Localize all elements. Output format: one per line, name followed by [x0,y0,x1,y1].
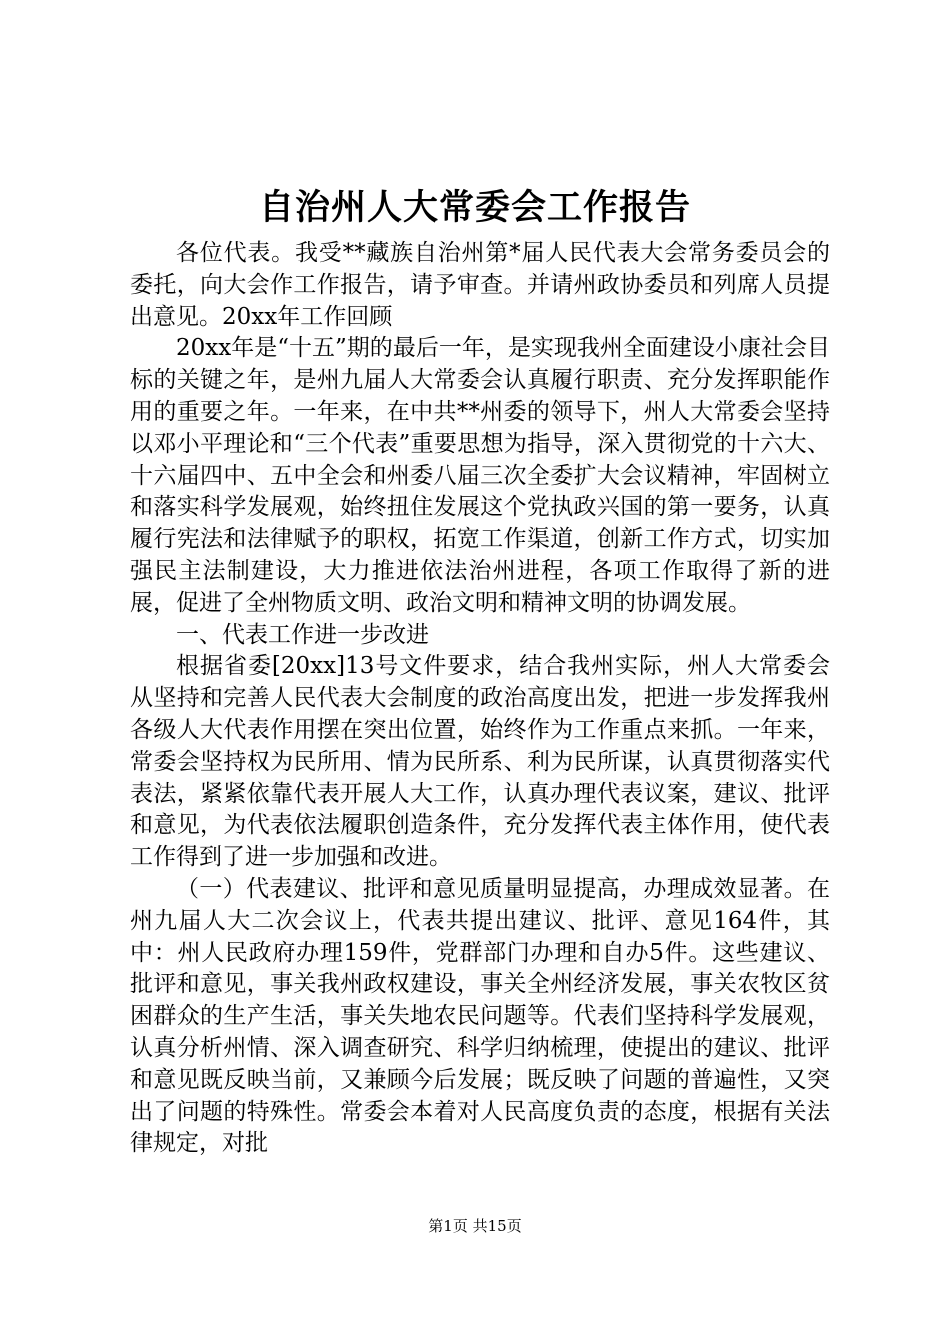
document-title: 自治州人大常委会工作报告 [258,187,691,228]
paragraph-suggestions: （一）代表建议、批评和意见质量明显提高，办理成效显著。在州九届人大二次会议上，代表共提出建议、批评、意见164件，其中：州人民政府办理159件，党群部门办理和自办5件。这些建议、批评和意见，事关我州政权建设，事关全州经济发展，事关农牧区贫困群众的生产生活，事关失地农民问题等。代表们坚持科学发展观，认真分析州情、深入调查研究、科学归纳梳理，使提出的建议、批评和意见既反映当前，又兼顾今后发展；既反映了问题的普遍性，又突出了问题的特殊性。常委会本着对人民高度负责的态度，根据有关法律规定，对批 [130,875,830,1157]
page-number-footer: 第1页 共15页 [428,1217,522,1235]
paragraph-opening: 各位代表。我受**藏族自治州第*届人民代表大会常务委员会的委托，向大会作工作报告，请予审查。并请州政协委员和列席人员提出意见。20xx年工作回顾 [130,240,830,330]
paragraph-review: 20xx年是“十五”期的最后一年，是实现我州全面建设小康社会目标的关键之年，是州九届人大常委会认真履行职责、充分发挥职能作用的重要之年。一年来，在中共**州委的领导下，州人大常委会坚持以邓小平理论和“三个代表”重要思想为指导，深入贯彻党的十六大、十六届四中、五中全会和州委八届三次全委扩大会议精神，牢固树立和落实科学发展观，始终扭住发展这个党执政兴国的第一要务，认真履行宪法和法律赋予的职权，拓宽工作渠道，创新工作方式，切实加强民主法制建设，大力推进依法治州进程，各项工作取得了新的进展，促进了全州物质文明、政治文明和精神文明的协调发展。 [130,335,830,616]
document-body [130,238,830,1160]
paragraph-representative-work: 根据省委[20xx]13号文件要求，结合我州实际，州人大常委会从坚持和完善人民代表大会制度的政治高度出发，把进一步发挥我州各级人大代表作用摆在突出位置，始终作为工作重点来抓。一年来，常委会坚持权为民所用、情为民所系、利为民所谋，认真贯彻落实代表法，紧紧依靠代表开展人大工作，认真办理代表议案，建议、批评和意见，为代表依法履职创造条件，充分发挥代表主体作用，使代表工作得到了进一步加强和改进。 [130,653,830,871]
section-heading-1: 一、代表工作进一步改进 [176,621,429,648]
